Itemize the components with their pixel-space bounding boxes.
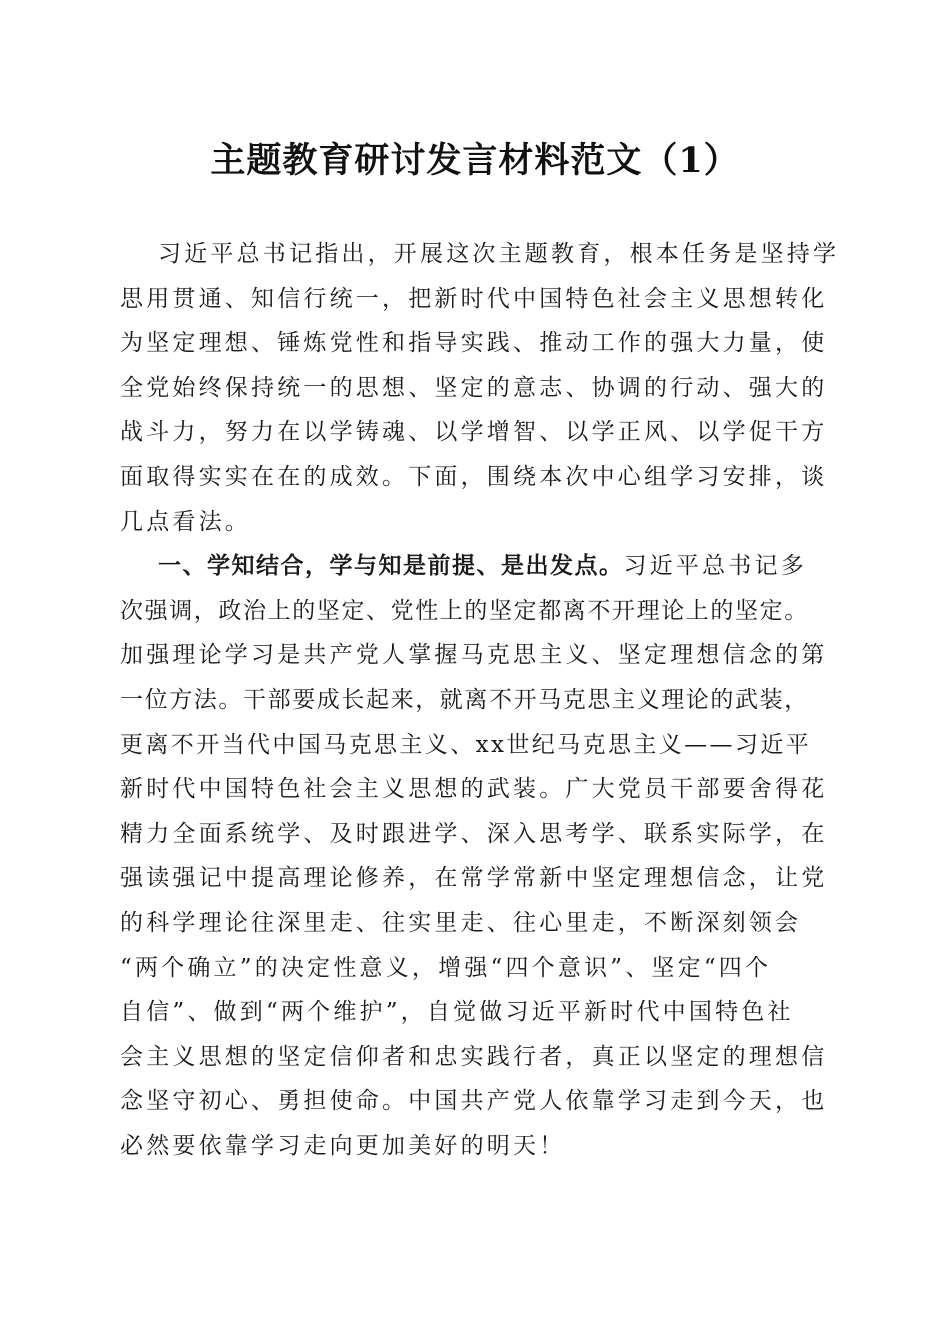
intro-line: 习近平总书记指出，开展这次主题教育，根本任务是坚持学	[158, 241, 840, 267]
document-body	[120, 232, 840, 1168]
section-1-line: 念坚守初心、勇担使命。中国共产党人依靠学习走到今天，也	[120, 1088, 828, 1115]
section-1-first-line	[120, 544, 832, 589]
section-1-line: 的科学理论往深里走、往实里走、往心里走，不断深刻领会	[120, 909, 802, 936]
section-1-line: 必然要依靠学习走向更加美好的明天！	[120, 1132, 566, 1159]
section-1-line: 新时代中国特色社会主义思想的武装。广大党员干部要舍得花	[120, 776, 828, 803]
intro-line: 面取得实实在在的成效。下面，围绕本次中心组学习安排，谈	[120, 463, 828, 490]
section-1-line: 一位方法。干部要成长起来，就离不开马克思主义理论的武装，	[120, 686, 809, 713]
section-1-line: 会主义思想的坚定信仰者和忠实践行者，真正以坚定的理想信	[120, 1043, 828, 1070]
intro-line: 思用贯通、知信行统一，把新时代中国特色社会主义思想转化	[120, 285, 828, 312]
intro-line: 为坚定理想、锤炼党性和指导实践、推动工作的强大力量，使	[120, 330, 828, 357]
section-1-first-line-rest: 习近平总书记多	[623, 553, 807, 580]
section-1-line: 加强理论学习是共产党人掌握马克思主义、坚定理想信念的第	[120, 642, 828, 669]
intro-line: 全党始终保持统一的思想、坚定的意志、协调的行动、强大的	[120, 374, 828, 401]
intro-line: 战斗力，努力在以学铸魂、以学增智、以学正风、以学促干方	[120, 419, 828, 446]
section-1-line: 自信”、做到“两个维护”，自觉做习近平新时代中国特色社	[120, 999, 794, 1026]
section-1-line: 更离不开当代中国马克思主义、xx世纪马克思主义——习近平	[120, 731, 812, 758]
document-title: 主题教育研讨发言材料范文（1）	[210, 140, 740, 181]
intro-line: 几点看法。	[120, 508, 251, 535]
section-1-line: 精力全面系统学、及时跟进学、深入思考学、联系实际学，在	[120, 820, 828, 847]
section-1-line: “两个确立”的决定性意义，增强“四个意识”、坚定“四个	[120, 954, 772, 981]
section-1-line: 次强调，政治上的坚定、党性上的坚定都离不开理论上的坚定。	[120, 597, 809, 624]
section-1-heading: 一、学知结合，学与知是前提、是出发点。	[158, 553, 624, 580]
section-1-line: 强读强记中提高理论修养，在常学常新中坚定理想信念，让党	[120, 865, 828, 892]
